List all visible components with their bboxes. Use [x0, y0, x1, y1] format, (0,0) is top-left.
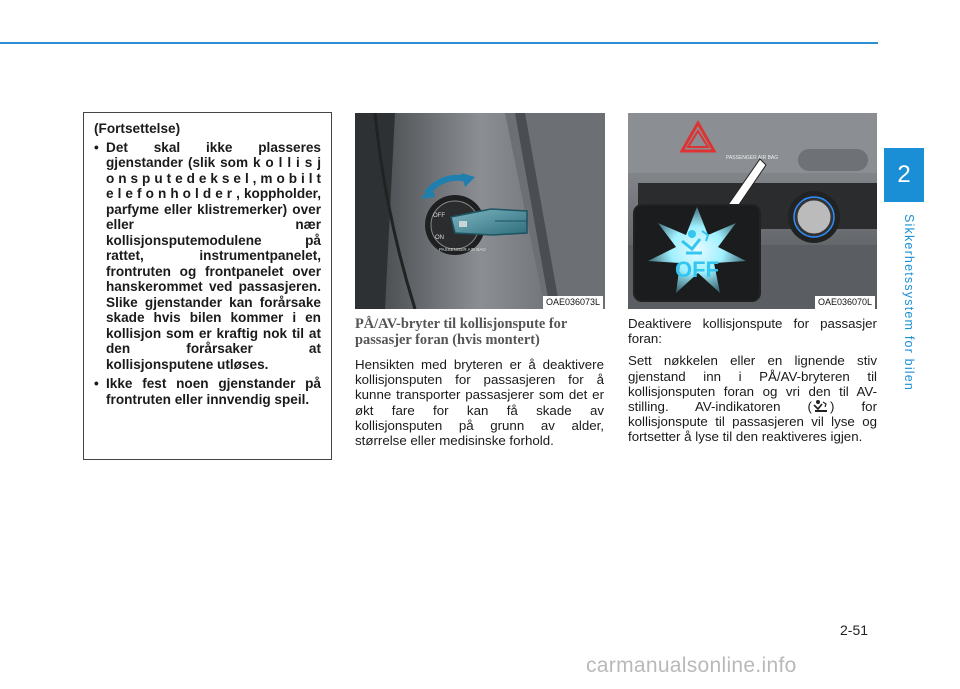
- right-para-2-after: ) for kollisjonspute til passasjeren vil lyse og fortsetter å lyse til den reaktiveres igjen.: [628, 399, 877, 445]
- warning-item: • Det skal ikke plasseres gjenstander (slik som k o l l i s j o n s p u t e d e k s e l , m o b i l t e l e f o n h o l d e r , koppholder, parfyme eller klistremerker) over eller nær kollisjonsputemodulene på rattet, instrumentpanelet, frontruten og frontpanelet over hanskerommet ved passasjeren. Slike gjenstander kan forårsake skade hvis bilen kommer i en kollisjon som er kraftig nok til at den forårsaker at kollisjonsputene utløses.: [94, 140, 321, 373]
- switch-on-label: ON: [435, 235, 444, 241]
- chapter-tab[interactable]: [884, 148, 924, 202]
- header-rule: [0, 42, 878, 44]
- chapter-number: 2: [897, 161, 911, 188]
- warning-lead: (Fortsettelse): [94, 121, 181, 136]
- airbag-off-inline-icon: [812, 399, 830, 413]
- chapter-title: Sikkerhetssystem for bilen: [902, 214, 916, 392]
- indicator-illustration: [628, 113, 877, 309]
- right-para-1: Deaktivere kollisjonspute for passasjer foran:: [628, 316, 877, 347]
- switch-caption: PASSENGER AIR BAG: [439, 247, 486, 252]
- indicator-off-text: OFF: [675, 257, 719, 282]
- page-number: 2-51: [840, 622, 869, 638]
- panel-caption: PASSENGER AIR BAG: [726, 155, 779, 161]
- figure-label: OAE036070L: [815, 296, 875, 309]
- middle-body: Hensikten med bryteren er å deaktivere kollisjonsputen for passasjeren for å kunne transporter passasjerer som det er økt fare for kan få skade av kollisjonsputen på grunn av alder, størrelse eller medisinske forhold.: [355, 357, 604, 449]
- warning-list: [94, 140, 321, 408]
- watermark: carmanualsonline.info: [586, 654, 797, 677]
- middle-column: [355, 316, 604, 455]
- right-column: [628, 316, 877, 452]
- figure-label: OAE036073L: [543, 296, 603, 309]
- switch-off-label: OFF: [433, 213, 445, 219]
- key-switch-illustration: [355, 113, 605, 309]
- warning-item: • Ikke fest noen gjenstander på frontruten eller innvendig speil.: [94, 376, 321, 407]
- figure-indicator: [628, 113, 877, 309]
- right-para-2: [628, 353, 877, 444]
- section-heading: PÅ/AV-bryter til kollisjonspute for passasjer foran (hvis montert): [355, 316, 567, 348]
- right-para-2-before: Sett nøkkelen eller en lignende stiv gjenstand inn i PÅ/AV-bryteren til kollisjonsputen foran og vri den til AV-stilling. AV-indikatoren (: [628, 353, 877, 415]
- figure-key-switch: [355, 113, 605, 309]
- warning-box: [83, 112, 332, 460]
